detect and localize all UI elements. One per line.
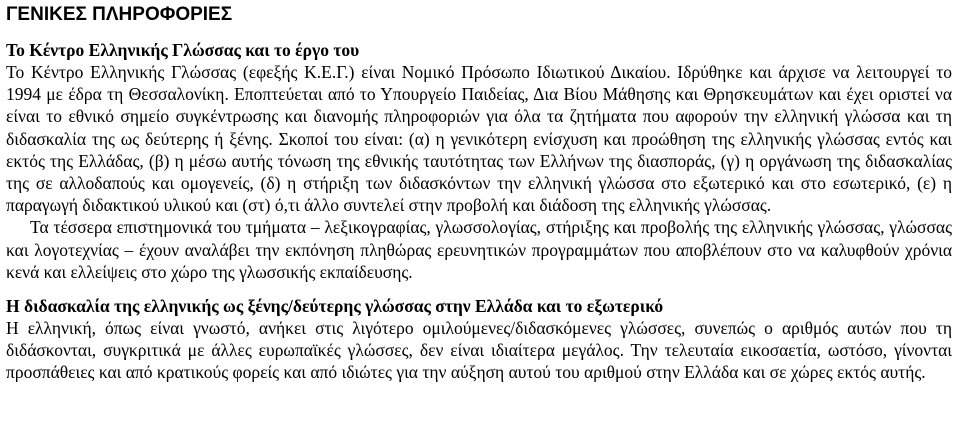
paragraph: Η ελληνική, όπως είναι γνωστό, ανήκει στις λιγότερο ομιλούμενες/διδασκόμενες γλώσσες, συνεπώς ο αριθμός αυτών που τη διδάσκονται, συγκριτικά με άλλες ευρωπαϊκές γλώσσες, δεν είναι ιδιαίτερα μεγάλος. Την τελευταία εικοσαετία, ωστόσο, γίνονται προσπάθειες και από κρατικούς φορείς και από ιδιώτες για την αύξηση αυτού του αριθμού στην Ελλάδα και σε χώρες εκτός αυτής. <box>6 318 952 383</box>
section-title: Η διδασκαλία της ελληνικής ως ξένης/δεύτερης γλώσσας στην Ελλάδα και το εξωτερικό <box>6 296 664 317</box>
section-greek-teaching <box>6 295 952 384</box>
paragraph: Το Κέντρο Ελληνικής Γλώσσας (εφεξής Κ.Ε.Γ.) είναι Νομικό Πρόσωπο Ιδιωτικού Δικαίου. Ιδρύθηκε και άρχισε να λειτουργεί το 1994 με έδρα τη Θεσσαλονίκη. Εποπτεύεται από το Υπουργείο Παιδείας, Δια Βίου Μάθησης και Θρησκευμάτων και έχει οριστεί να είναι το εθνικό σημείο συγκέντρωσης και διανομής πληροφοριών για όλα τα ζητήματα που αφορούν την ελληνική γλώσσα και τη διδασκαλία της ως δεύτερης ή ξένης. Σκοποί του είναι: (α) η γενικότερη ενίσχυση και προώθηση της ελληνικής γλώσσας εντός και εκτός της Ελλάδας, (β) η μέσω αυτής τόνωση της εθνικής ταυτότητας των Ελλήνων της διασποράς, (γ) η οργάνωση της διδασκαλίας της σε αλλοδαπούς και ομογενείς, (δ) η στήριξη των διδασκόντων την ελληνική γλώσσα στο εξωτερικό και στο εσωτερικό, (ε) η παραγωγή διδακτικού υλικού και (στ) ό,τι άλλο συντελεί στην προβολή και διάδοση της ελληνικής γλώσσας. <box>6 62 952 216</box>
section-keg-overview <box>6 39 952 283</box>
section-spacer <box>6 283 952 295</box>
paragraph: Τα τέσσερα επιστημονικά του τμήματα – λεξικογραφίας, γλωσσολογίας, στήριξης και προβολής της ελληνικής γλώσσας, γλώσσας και λογοτεχνίας – έχουν αναλάβει την εκπόνηση πληθώρας ερευνητικών προγραμμάτων που αποβλέπουν στο να καλυφθούν χρόνια κενά και ελλείψεις στο χώρο της γλωσσικής εκπαίδευσης. <box>6 217 952 282</box>
page-title: ΓΕΝΙΚΕΣ ΠΛΗΡΟΦΟΡΙΕΣ <box>6 4 233 25</box>
section-title: Το Κέντρο Ελληνικής Γλώσσας και το έργο του <box>6 40 360 60</box>
